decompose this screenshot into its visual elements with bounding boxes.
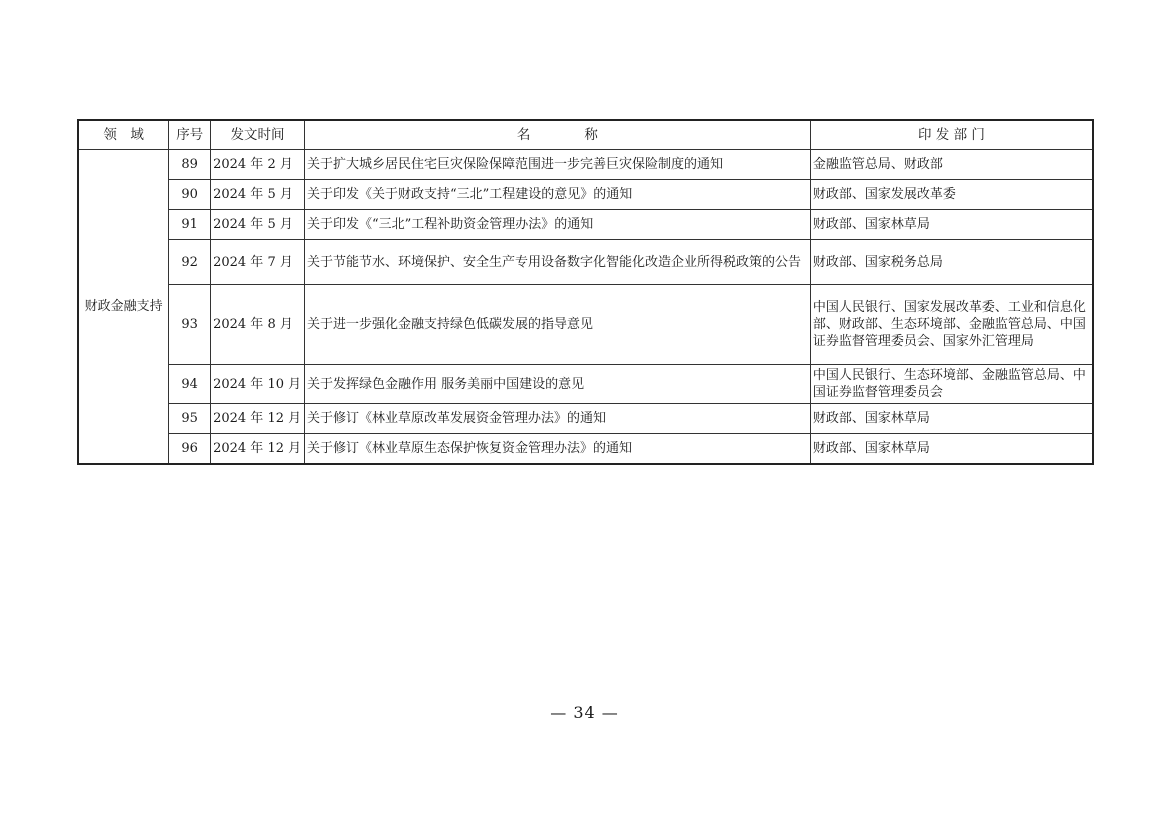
row-date: 2024 年 5 月 [211, 180, 305, 210]
row-dept: 中国人民银行、国家发展改革委、工业和信息化部、财政部、生态环境部、金融监管总局、中国证券监督管理委员会、国家外汇管理局 [810, 285, 1093, 365]
row-name: 关于印发《关于财政支持“三北”工程建设的意见》的通知 [304, 180, 810, 210]
header-seq: 序号 [169, 120, 211, 150]
row-dept: 财政部、国家林草局 [810, 404, 1093, 434]
row-date: 2024 年 2 月 [211, 150, 305, 180]
row-seq: 92 [169, 240, 211, 285]
row-name: 关于修订《林业草原生态保护恢复资金管理办法》的通知 [304, 434, 810, 465]
table-row [78, 150, 1093, 180]
row-name: 关于节能节水、环境保护、安全生产专用设备数字化智能化改造企业所得税政策的公告 [304, 240, 810, 285]
row-dept: 财政部、国家林草局 [810, 210, 1093, 240]
table-row [78, 240, 1093, 285]
row-name: 关于扩大城乡居民住宅巨灾保险保障范围进一步完善巨灾保险制度的通知 [304, 150, 810, 180]
row-seq: 94 [169, 365, 211, 404]
header-name: 名 称 [304, 120, 810, 150]
row-name: 关于印发《“三北”工程补助资金管理办法》的通知 [304, 210, 810, 240]
row-dept: 财政部、国家发展改革委 [810, 180, 1093, 210]
page-number: — 34 — [550, 703, 619, 722]
row-date: 2024 年 5 月 [211, 210, 305, 240]
row-date: 2024 年 7 月 [211, 240, 305, 285]
row-dept: 财政部、国家林草局 [810, 434, 1093, 465]
row-seq: 91 [169, 210, 211, 240]
table-row [78, 180, 1093, 210]
header-dept: 印 发 部 门 [810, 120, 1093, 150]
table-row [78, 365, 1093, 404]
row-seq: 96 [169, 434, 211, 465]
domain-cell: 财政金融支持 [78, 150, 169, 465]
row-dept: 财政部、国家税务总局 [810, 240, 1093, 285]
row-seq: 93 [169, 285, 211, 365]
row-dept: 金融监管总局、财政部 [810, 150, 1093, 180]
policy-table [77, 119, 1094, 465]
table-row [78, 210, 1093, 240]
header-row [78, 120, 1093, 150]
header-domain: 领 域 [78, 120, 169, 150]
row-name: 关于发挥绿色金融作用 服务美丽中国建设的意见 [304, 365, 810, 404]
table-row [78, 404, 1093, 434]
row-date: 2024 年 10 月 [211, 365, 305, 404]
row-seq: 90 [169, 180, 211, 210]
header-date: 发文时间 [211, 120, 305, 150]
table-row [78, 285, 1093, 365]
table-body [78, 150, 1093, 465]
table-header [78, 120, 1093, 150]
table-row [78, 434, 1093, 465]
row-name: 关于修订《林业草原改革发展资金管理办法》的通知 [304, 404, 810, 434]
row-dept: 中国人民银行、生态环境部、金融监管总局、中国证券监督管理委员会 [810, 365, 1093, 404]
row-seq: 95 [169, 404, 211, 434]
row-date: 2024 年 12 月 [211, 434, 305, 465]
row-seq: 89 [169, 150, 211, 180]
row-date: 2024 年 12 月 [211, 404, 305, 434]
row-name: 关于进一步强化金融支持绿色低碳发展的指导意见 [304, 285, 810, 365]
row-date: 2024 年 8 月 [211, 285, 305, 365]
